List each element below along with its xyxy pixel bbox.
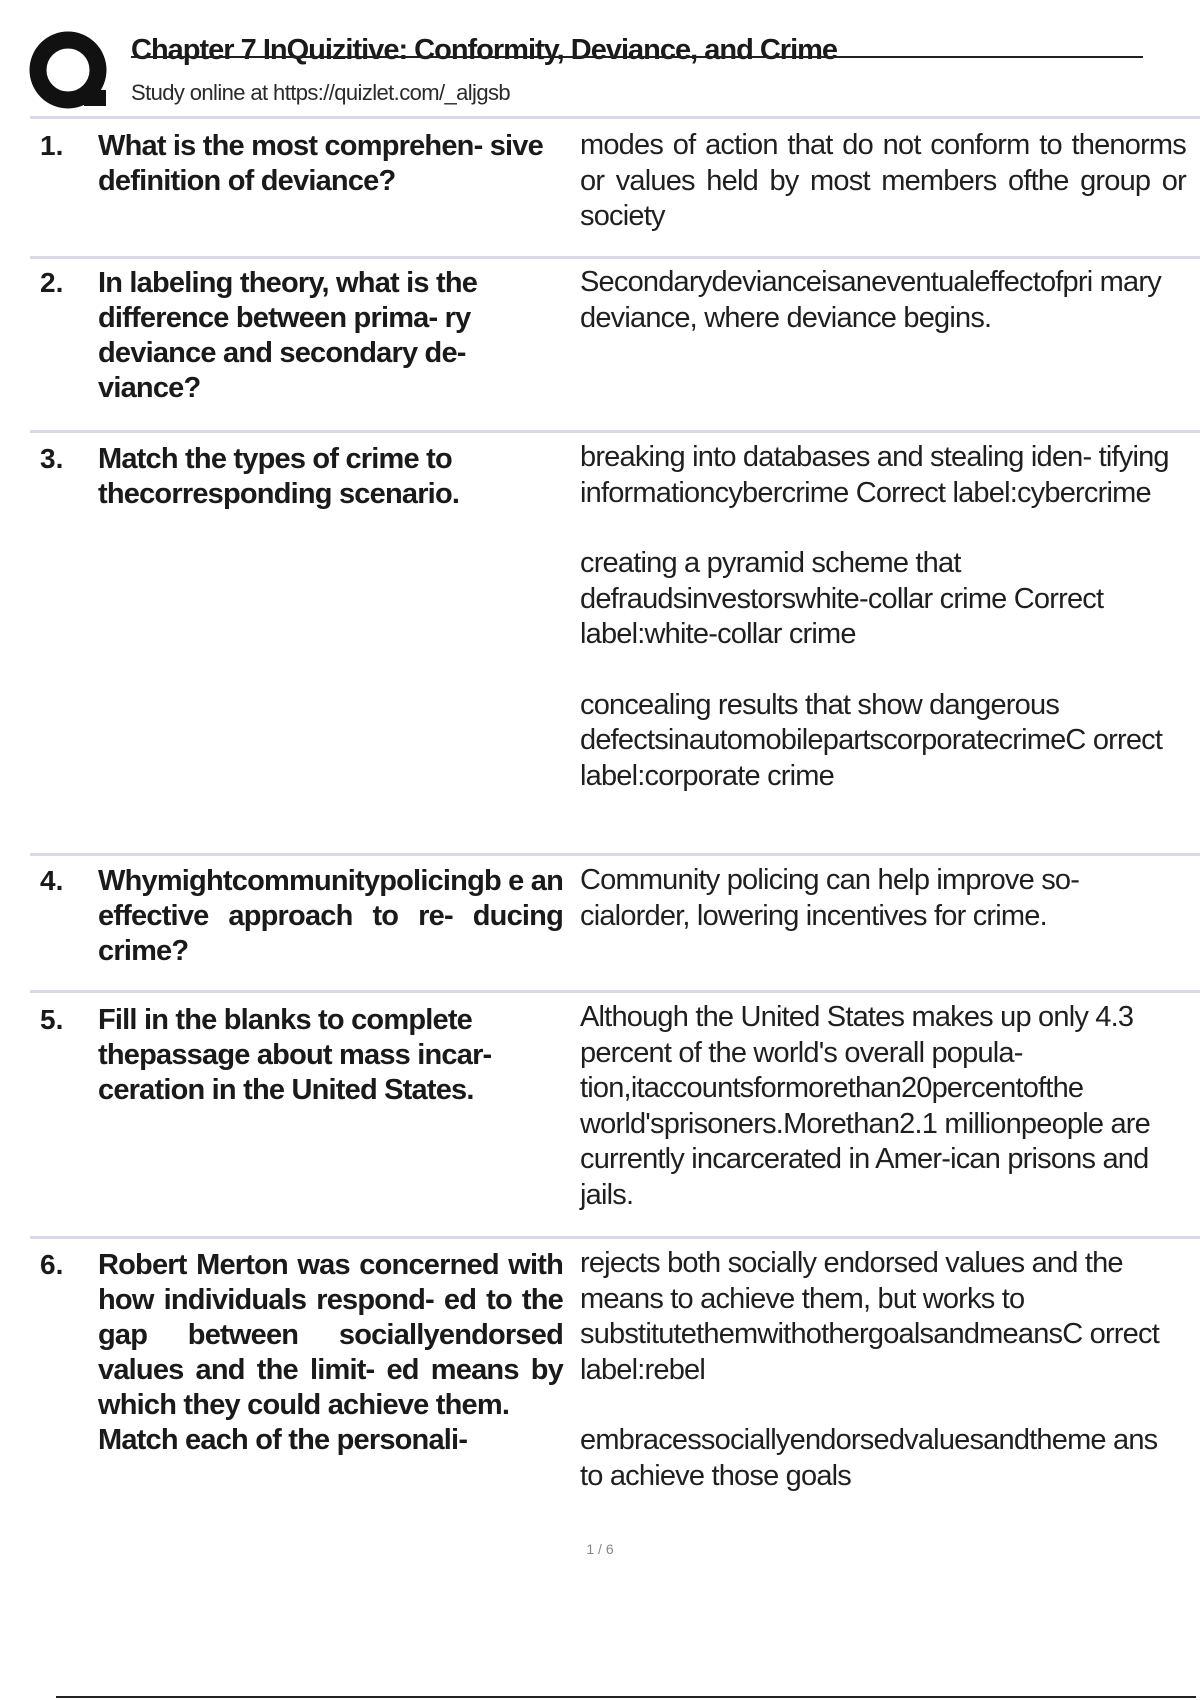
answer-block: breaking into databases and stealing iden- tifying informationcybercrime Correct label:cybercrime — [580, 441, 1169, 509]
footer-rule — [56, 1696, 1196, 1698]
answer-text: Community policing can help improve so- cialorder, lowering incentives for crime. — [580, 864, 1080, 932]
answer-text: Although the United States makes up only 4.3 percent of the world's overall popula- tion,itaccountsformorethan20percentofthe world'sprisoners.Morethan2.1 millionpeople are currently incarcerated in Amer-ican prisons and jails. — [580, 1001, 1150, 1211]
question-text: Fill in the blanks to complete thepassage about mass incar- ceration in the United States. — [98, 1004, 492, 1106]
question-text: In labeling theory, what is the difference between prima- ry deviance and secondary de- viance? — [98, 267, 478, 404]
row-divider — [30, 1236, 1200, 1239]
title-strike-rule — [131, 56, 1143, 58]
answer-block: concealing results that show dangerous defectsinautomobilepartscorporatecrimeC orrect label:corporate crime — [580, 688, 1163, 792]
quizlet-logo-icon — [28, 30, 112, 114]
answer-text: modes of action that do not conform to thenorms or values held by most members ofthe group or society — [580, 129, 1186, 232]
item-number: 3. — [40, 443, 64, 474]
question-continuation: Match each of the personali- — [98, 1424, 468, 1456]
answer-block: rejects both socially endorsed values and the means to achieve them, but works to substitutethemwithothergoalsandmeansC orrect label:rebel — [580, 1247, 1159, 1386]
item-number: 4. — [40, 865, 64, 896]
item-number: 1. — [40, 130, 64, 161]
page-indicator: 1 / 6 — [586, 1541, 614, 1557]
answer-text: Secondarydevianceisaneventualeffectofpri mary deviance, where deviance begins. — [580, 266, 1161, 334]
row-divider — [30, 256, 1200, 259]
item-number: 6. — [40, 1249, 64, 1280]
document-title: Chapter 7 InQuizitive: Conformity, Deviance, and Crime — [131, 34, 838, 66]
study-online-link[interactable]: Study online at https://quizlet.com/_aljgsb — [131, 80, 510, 105]
answer-list — [580, 440, 1186, 794]
question-text: Whymightcommunitypolicingb e an effective approach to re- ducing crime? — [98, 865, 563, 967]
answer-block: embracessociallyendorsedvaluesandtheme ans to achieve those goals — [580, 1424, 1158, 1492]
row-divider — [30, 990, 1200, 993]
row-divider — [30, 116, 1200, 119]
row-divider — [30, 853, 1200, 856]
question-text: Match the types of crime to thecorresponding scenario. — [98, 443, 460, 510]
question-text — [98, 1248, 563, 1458]
answer-block: creating a pyramid scheme that defraudsinvestorswhite-collar crime Correct label:white-collar crime — [580, 547, 1104, 650]
item-number: 2. — [40, 267, 64, 298]
item-number: 5. — [40, 1004, 64, 1035]
question-body: Robert Merton was concerned with how individuals respond- ed to the gap between sociallyendorsed values and the limit- ed means by which they could achieve them. — [98, 1249, 563, 1421]
answer-list — [580, 1246, 1186, 1494]
row-divider — [30, 430, 1200, 433]
question-text: What is the most comprehen- sive definition of deviance? — [98, 130, 543, 197]
